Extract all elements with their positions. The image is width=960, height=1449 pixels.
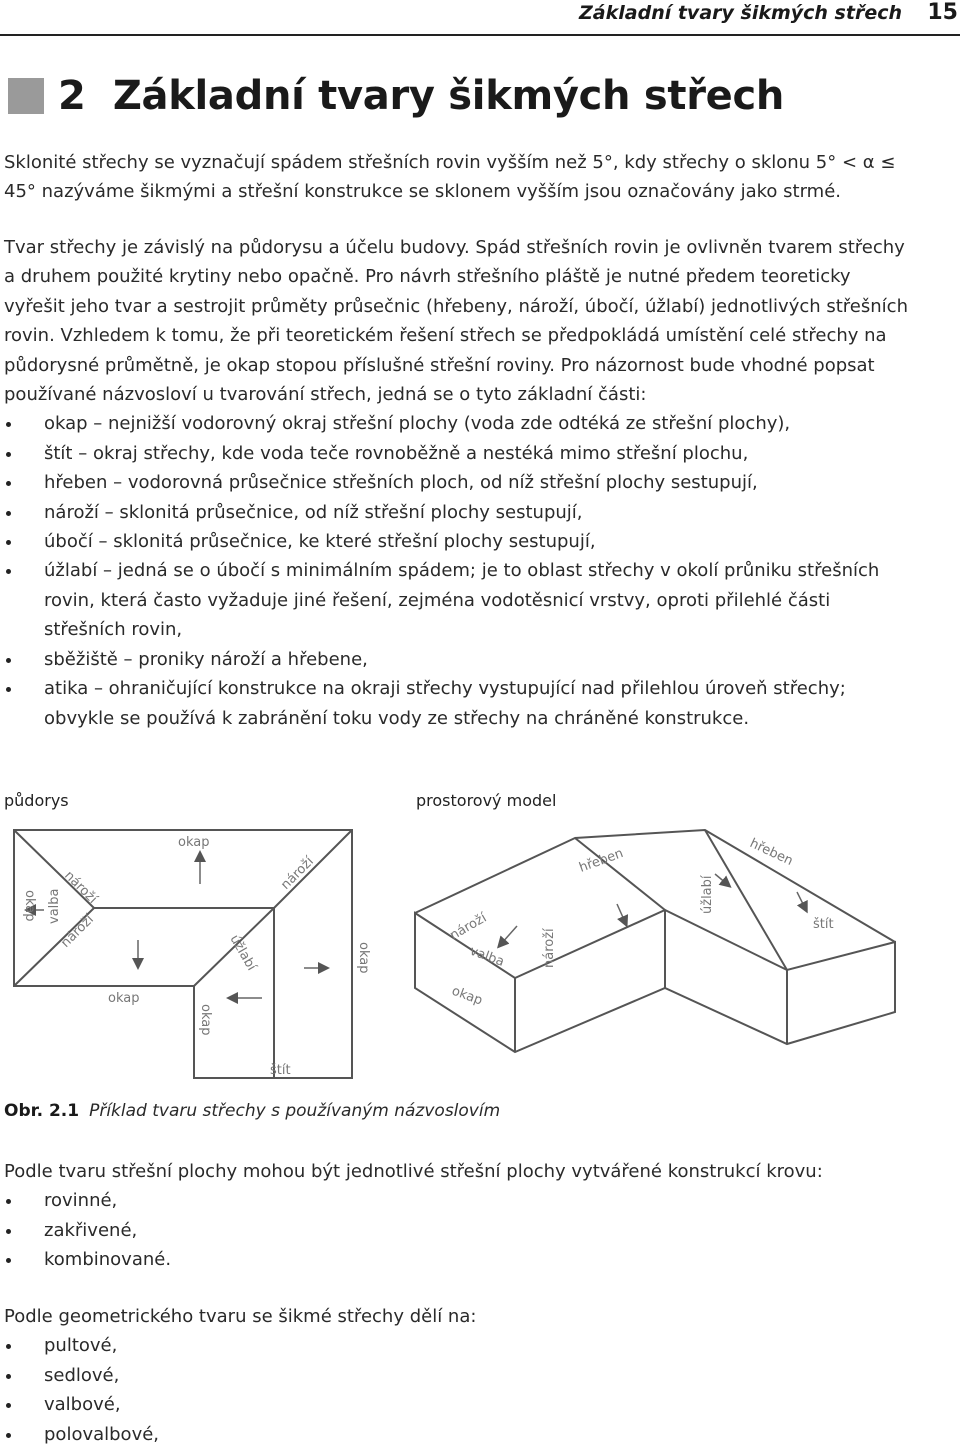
model-text-uzlabi: úžlabí	[700, 875, 715, 914]
list-item: sedlové,	[4, 1361, 916, 1390]
plan-text-narozi-right: nároží	[278, 854, 317, 893]
plan-text-uzlabi: úžlabí	[226, 932, 259, 974]
list-item: atika – ohraničující konstrukce na okraji střechy vystupující nad přilehlou úroveň střechy; obvykle se používá k zabránění toku vody ze střechy na chráněné konstrukce.	[4, 674, 916, 733]
list-item: valbové,	[4, 1390, 916, 1419]
plan-text-narozi-left-lower: nároží	[58, 912, 97, 951]
model-text-okap: okap	[449, 983, 485, 1009]
figure-caption-text: Příklad tvaru střechy s používaným názvoslovím	[89, 1101, 501, 1121]
list-item: zakřivené,	[4, 1216, 916, 1245]
model-text-narozi-a: nároží	[447, 910, 490, 944]
page-number: 15	[927, 0, 958, 25]
list-item: polovalbové,	[4, 1420, 916, 1449]
list-item: pultové,	[4, 1331, 916, 1360]
plan-label: půdorys	[4, 791, 69, 810]
list-item: štít – okraj střechy, kde voda teče rovnoběžně a nestéká mimo střešní plochu,	[4, 439, 916, 468]
chapter-square-marker	[8, 78, 44, 114]
chapter-number: 2	[58, 73, 86, 119]
geometry-list	[4, 1331, 916, 1449]
intro-paragraph-2-text: Tvar střechy je závislý na půdorysu a účelu budovy. Spád střešních rovin je ovlivněn tvarem střechy a druhem použité krytiny nebo opačně. Pro návrh střešního pláště je nutné předem teoreticky vyřešit jeho tvar a sestrojit průměty průsečnic (hřebeny, nároží, úbočí, úžlabí) jednotlivých střešních rovin. Vzhledem k tomu, že při teoretickém řešení střech se předpokládá umístění celé střechy na půdorysné průmětně, je okap stopou příslušné střešní roviny. Pro názornost bude vhodné popsat používané názvosloví u tvarování střech, jedná se o tyto základní části:	[4, 237, 908, 406]
shape-section	[4, 1157, 916, 1275]
plan-text-okap-left: okap	[22, 890, 37, 922]
figure-caption	[4, 1101, 500, 1121]
plan-text-okap-wing: okap	[198, 1004, 213, 1036]
chapter-heading	[8, 70, 784, 122]
running-header	[0, 0, 960, 36]
roof-model-drawing	[405, 818, 900, 1086]
model-text-stit: štít	[813, 917, 834, 932]
intro-paragraph-1	[4, 148, 916, 207]
list-item: úbočí – sklonitá průsečnice, ke které střešní plochy sestupují,	[4, 527, 916, 556]
terms-list	[4, 409, 916, 732]
model-label: prostorový model	[416, 791, 557, 810]
plan-text-narozi-left: nároží	[61, 868, 100, 907]
model-text-hreben-2: hřeben	[747, 836, 796, 869]
intro-paragraph-2	[4, 233, 916, 733]
plan-text-stit: štít	[270, 1063, 291, 1078]
plan-text-okap-top: okap	[178, 835, 210, 850]
plan-text-okap-bottom: okap	[108, 991, 140, 1006]
list-item: sběžiště – proniky nároží a hřebene,	[4, 645, 916, 674]
model-text-valba: valba	[467, 943, 507, 970]
plan-text-okap-right: okap	[356, 942, 371, 974]
chapter-title-text: Základní tvary šikmých střech	[112, 73, 785, 119]
figure-caption-number: Obr. 2.1	[4, 1101, 80, 1121]
shape-section-intro: Podle tvaru střešní plochy mohou být jednotlivé střešní plochy vytvářené konstrukcí krovu:	[4, 1161, 823, 1182]
model-text-narozi-b: nároží	[542, 928, 557, 968]
list-item: okap – nejnižší vodorovný okraj střešní plochy (voda zde odtéká ze střešní plochy),	[4, 409, 916, 438]
running-title: Základní tvary šikmých střech	[579, 2, 902, 24]
list-item: kombinované.	[4, 1245, 916, 1274]
list-item: úžlabí – jedná se o úbočí s minimálním spádem; je to oblast střechy v okolí průniku střešních rovin, která často vyžaduje jiné řešení, zejména vodotěsnicí vrstvy, oproti přilehlé části střešních rovin,	[4, 556, 916, 644]
shape-list	[4, 1186, 916, 1274]
model-outline	[415, 830, 895, 1052]
geometry-section-intro: Podle geometrického tvaru se šikmé střechy dělí na:	[4, 1306, 477, 1327]
model-text-hreben-1: hřeben	[577, 845, 626, 876]
list-item: rovinné,	[4, 1186, 916, 1215]
geometry-section	[4, 1302, 916, 1449]
plan-text-valba: valba	[47, 888, 62, 924]
list-item: hřeben – vodorovná průsečnice střešních ploch, od níž střešní plochy sestupují,	[4, 468, 916, 497]
list-item: nároží – sklonitá průsečnice, od níž střešní plochy sestupují,	[4, 498, 916, 527]
chapter-title	[58, 73, 784, 119]
intro-paragraph-1-text: Sklonité střechy se vyznačují spádem střešních rovin vyšším než 5°, kdy střechy o sklonu 5° < α ≤ 45° nazýváme šikmými a střešní konstrukce se sklonem vyšším jsou označovány jako strmé.	[4, 152, 896, 203]
roof-plan-drawing	[4, 818, 384, 1086]
